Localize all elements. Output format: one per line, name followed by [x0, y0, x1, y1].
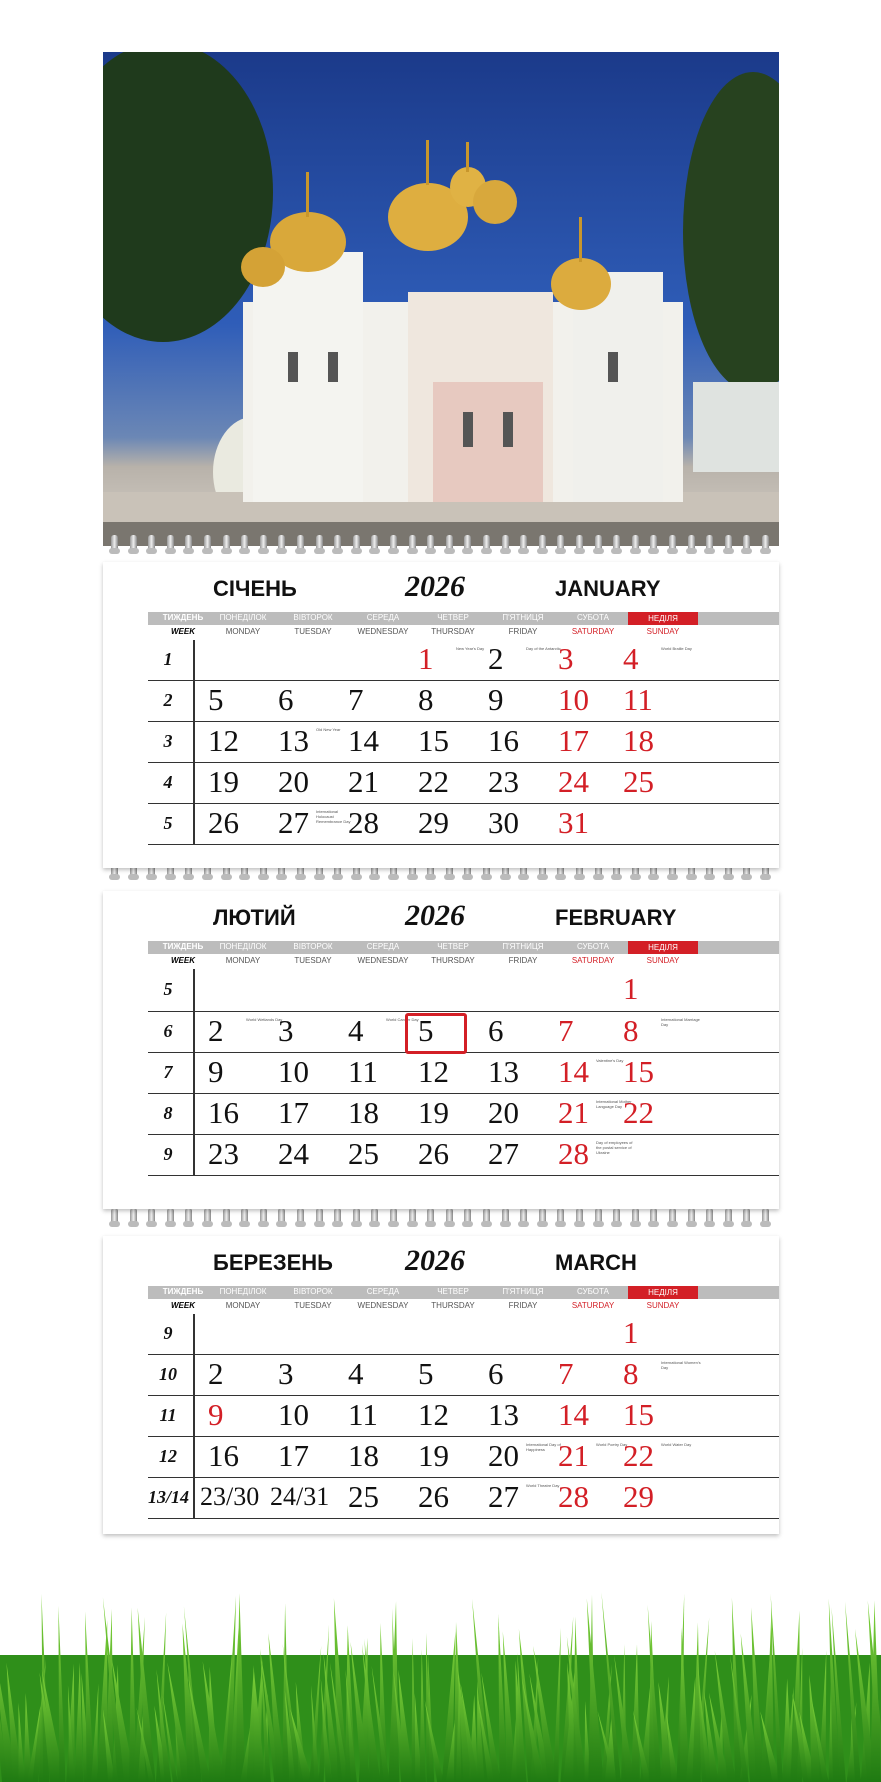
week-number: 12: [159, 1445, 177, 1466]
weekday-header-uk: [148, 1286, 779, 1299]
day-number[interactable]: 7: [558, 1355, 574, 1391]
day-number[interactable]: 6: [278, 681, 294, 717]
day-number[interactable]: 29: [623, 1478, 654, 1514]
weekday-label-en: WEDNESDAY: [357, 956, 409, 965]
spiral-ring: [464, 1208, 471, 1226]
spiral-ring: [316, 1208, 323, 1226]
week-row: [148, 680, 779, 722]
day-number[interactable]: 21: [348, 763, 379, 799]
day-note: Valentine's Day: [596, 1058, 624, 1063]
week-row: [148, 1093, 779, 1135]
weekday-label-en: THURSDAY: [431, 627, 475, 636]
spiral-ring: [390, 1208, 397, 1226]
weekday-label-uk: ТИЖДЕНЬ: [162, 942, 204, 951]
spiral-ring: [185, 1208, 192, 1226]
spiral-ring: [464, 535, 471, 553]
spiral-ring: [130, 1208, 137, 1226]
spiral-ring: [167, 535, 174, 553]
spiral-ring: [595, 1208, 602, 1226]
day-number[interactable]: 13: [488, 1053, 519, 1089]
day-number[interactable]: 26: [418, 1478, 449, 1514]
day-number[interactable]: 19: [418, 1094, 449, 1130]
day-number[interactable]: 6: [488, 1355, 504, 1391]
spiral-ring: [632, 1208, 639, 1226]
day-note: World Theatre Day: [526, 1483, 560, 1488]
day-note: New Year's Day: [456, 646, 485, 651]
weekday-label-uk: ЧЕТВЕР: [437, 1287, 469, 1296]
spiral-ring: [557, 1208, 564, 1226]
weekday-label-en: FRIDAY: [508, 956, 538, 965]
weekday-label-en: MONDAY: [225, 627, 261, 636]
month-panel: [103, 891, 779, 1209]
weekday-label-uk: СЕРЕДА: [366, 942, 400, 951]
weekday-label-uk: НЕДІЛЯ: [628, 612, 698, 625]
spiral-ring: [334, 1208, 341, 1226]
day-note: International Holocaust Remembrance Day: [316, 809, 351, 824]
weekday-header-en: [148, 625, 779, 639]
spiral-ring: [204, 1208, 211, 1226]
day-number[interactable]: 31: [558, 804, 589, 840]
day-number[interactable]: 20: [488, 1094, 519, 1130]
week-row: [148, 803, 779, 845]
month-name-uk: СІЧЕНЬ: [213, 576, 297, 601]
spiral-ring: [297, 535, 304, 553]
spiral-ring: [223, 1208, 230, 1226]
spiral-ring: [260, 535, 267, 553]
week-number: 1: [163, 649, 173, 669]
day-number[interactable]: 25: [348, 1135, 379, 1171]
weekday-label-uk: ПОНЕДІЛОК: [219, 613, 267, 622]
week-number: 5: [163, 979, 173, 999]
spiral-ring: [539, 1208, 546, 1226]
day-note: Day of the Antarctic: [526, 646, 561, 651]
spiral-ring: [446, 1208, 453, 1226]
grass-decoration: [0, 1535, 881, 1782]
day-number[interactable]: 15: [623, 1053, 654, 1089]
week-row: [148, 721, 779, 763]
day-number[interactable]: 3: [558, 641, 574, 676]
week-row: [148, 762, 779, 804]
weekday-label-en: TUESDAY: [294, 956, 332, 965]
day-number[interactable]: 4: [623, 641, 639, 676]
day-number[interactable]: 2: [208, 1012, 224, 1048]
day-number[interactable]: 28: [558, 1478, 589, 1514]
day-number[interactable]: 22: [623, 1437, 654, 1473]
day-number[interactable]: 27: [278, 804, 309, 840]
weekday-label-en: WEEK: [171, 956, 195, 965]
day-number[interactable]: 3: [278, 1012, 294, 1048]
weekday-label-en: WEDNESDAY: [357, 627, 409, 636]
spiral-ring: [613, 535, 620, 553]
week-number: 5: [163, 812, 173, 833]
day-note: World Wetlands Day: [246, 1017, 283, 1022]
day-number[interactable]: 11: [623, 681, 653, 717]
week-number: 13/14: [148, 1486, 190, 1507]
day-number[interactable]: 8: [623, 1355, 639, 1391]
spiral-ring: [148, 1208, 155, 1226]
weekday-label-en: WEEK: [171, 627, 195, 636]
month-name-uk: ЛЮТИЙ: [213, 905, 296, 930]
day-number[interactable]: 20: [488, 1437, 519, 1473]
year: 2026: [405, 1244, 465, 1277]
weekday-label-uk: НЕДІЛЯ: [628, 1286, 698, 1299]
month-name-en: JANUARY: [555, 576, 661, 601]
day-number[interactable]: 28: [348, 804, 379, 840]
spiral-ring: [576, 535, 583, 553]
weekday-label-uk: СЕРЕДА: [366, 1287, 400, 1296]
day-number[interactable]: 4: [348, 1012, 364, 1048]
day-number[interactable]: 29: [418, 804, 449, 840]
weekday-label-uk: ПОНЕДІЛОК: [219, 1287, 267, 1296]
weekday-label-en: SATURDAY: [571, 627, 615, 636]
spiral-ring: [762, 535, 769, 553]
weekday-label-en: SATURDAY: [571, 1301, 615, 1310]
spiral-ring: [260, 1208, 267, 1226]
current-day-highlight: [405, 1013, 467, 1054]
day-number[interactable]: 10: [278, 1053, 309, 1089]
week-row: [148, 969, 779, 1012]
day-number[interactable]: 14: [558, 1396, 589, 1432]
weekday-label-uk: СЕРЕДА: [366, 613, 400, 622]
spiral-ring: [148, 535, 155, 553]
month-name-en: MARCH: [555, 1250, 637, 1275]
spiral-ring: [371, 535, 378, 553]
week-number: 3: [163, 730, 173, 751]
day-number[interactable]: 1: [623, 971, 639, 1006]
day-number[interactable]: 22: [623, 1094, 654, 1130]
month-panel: [103, 562, 779, 868]
weekday-label-uk: П'ЯТНИЦЯ: [502, 942, 544, 951]
day-number[interactable]: 10: [278, 1396, 309, 1432]
spiral-ring: [353, 1208, 360, 1226]
day-number[interactable]: 18: [623, 722, 654, 758]
day-number[interactable]: 12: [418, 1053, 449, 1089]
day-number[interactable]: 25: [623, 763, 654, 799]
day-note: World Poetry Day: [596, 1442, 628, 1447]
day-number[interactable]: 13: [278, 722, 309, 758]
day-note: International Day of Happiness: [526, 1442, 561, 1452]
spiral-ring: [706, 1208, 713, 1226]
day-number[interactable]: 2: [208, 1355, 224, 1391]
weekday-label-uk: СУБОТА: [577, 613, 609, 622]
day-number[interactable]: 26: [418, 1135, 449, 1171]
weekday-header-en: [148, 1299, 779, 1313]
week-number: 9: [163, 1323, 173, 1343]
day-number[interactable]: 21: [558, 1437, 589, 1473]
weekday-label-uk: ТИЖДЕНЬ: [162, 613, 204, 622]
day-note: World Braille Day: [661, 646, 692, 651]
spiral-ring: [557, 535, 564, 553]
day-number[interactable]: 11: [348, 1053, 378, 1089]
weekday-label-uk: ЧЕТВЕР: [437, 613, 469, 622]
weekday-label-uk: ТИЖДЕНЬ: [162, 1287, 204, 1296]
day-number[interactable]: 16: [208, 1094, 239, 1130]
day-number[interactable]: 14: [558, 1053, 589, 1089]
week-number: 9: [163, 1143, 173, 1164]
day-number[interactable]: 6: [488, 1012, 504, 1048]
day-number[interactable]: 17: [278, 1094, 309, 1130]
month-header: [103, 562, 779, 612]
spiral-ring: [502, 1208, 509, 1226]
day-number[interactable]: 2: [488, 641, 504, 676]
week-number: 11: [159, 1404, 177, 1425]
weekday-label-en: WEEK: [171, 1301, 195, 1310]
weekday-label-uk: СУБОТА: [577, 942, 609, 951]
day-note: International Women's Day: [661, 1360, 701, 1370]
day-number[interactable]: 7: [558, 1012, 574, 1048]
week-number: 4: [163, 771, 173, 792]
spiral-ring: [650, 1208, 657, 1226]
day-number[interactable]: 24: [558, 763, 589, 799]
day-number[interactable]: 27: [488, 1135, 519, 1171]
weekday-label-en: MONDAY: [225, 956, 261, 965]
day-number[interactable]: 13: [488, 1396, 519, 1432]
spiral-ring: [204, 535, 211, 553]
day-number[interactable]: 25: [348, 1478, 379, 1514]
day-note: World Water Day: [661, 1442, 692, 1447]
spiral-ring: [223, 535, 230, 553]
week-number: 10: [159, 1363, 177, 1384]
weekday-label-uk: ЧЕТВЕР: [437, 942, 469, 951]
week-number: 7: [163, 1061, 173, 1082]
weekday-label-en: FRIDAY: [508, 1301, 538, 1310]
week-row: [148, 1134, 779, 1176]
weekday-label-en: THURSDAY: [431, 1301, 475, 1310]
cathedral-photo: [103, 52, 779, 546]
day-number[interactable]: 24/31: [270, 1481, 330, 1511]
week-row: [148, 1314, 779, 1355]
month-panel: [103, 1236, 779, 1534]
spiral-ring: [278, 535, 285, 553]
spiral-ring: [743, 1208, 750, 1226]
month-header: [103, 891, 779, 941]
day-number[interactable]: 10: [558, 681, 589, 717]
day-number[interactable]: 28: [558, 1135, 589, 1171]
weekday-label-uk: НЕДІЛЯ: [628, 941, 698, 954]
spiral-ring: [520, 1208, 527, 1226]
spiral-ring: [688, 1208, 695, 1226]
spiral-ring: [130, 535, 137, 553]
spiral-ring: [409, 1208, 416, 1226]
day-number[interactable]: 14: [348, 722, 379, 758]
spiral-ring: [185, 535, 192, 553]
spiral-ring: [297, 1208, 304, 1226]
month-header: [103, 1236, 779, 1286]
day-number[interactable]: 26: [208, 804, 239, 840]
day-number[interactable]: 23: [488, 763, 519, 799]
weekday-label-uk: П'ЯТНИЦЯ: [502, 613, 544, 622]
day-note: World Cancer Day: [386, 1017, 419, 1022]
week-row: [148, 1395, 779, 1437]
weekday-label-en: SUNDAY: [646, 627, 680, 636]
binding-spiral: [103, 532, 779, 558]
month-name-uk: БЕРЕЗЕНЬ: [213, 1250, 333, 1275]
weekday-header-uk: [148, 612, 779, 625]
spiral-ring: [316, 535, 323, 553]
spiral-ring: [632, 535, 639, 553]
day-number[interactable]: 30: [488, 804, 519, 840]
day-number[interactable]: 27: [488, 1478, 519, 1514]
week-number: 6: [163, 1020, 173, 1041]
spiral-ring: [613, 1208, 620, 1226]
spiral-ring: [669, 535, 676, 553]
spiral-ring: [278, 1208, 285, 1226]
day-number[interactable]: 9: [208, 1396, 224, 1432]
weekday-label-uk: П'ЯТНИЦЯ: [502, 1287, 544, 1296]
weekday-label-en: SUNDAY: [646, 1301, 680, 1310]
spiral-ring: [706, 535, 713, 553]
day-number[interactable]: 17: [278, 1437, 309, 1473]
spiral-ring: [427, 1208, 434, 1226]
day-number[interactable]: 21: [558, 1094, 589, 1130]
spiral-ring: [427, 535, 434, 553]
spiral-ring: [743, 535, 750, 553]
day-number[interactable]: 23: [208, 1135, 239, 1171]
spiral-ring: [167, 1208, 174, 1226]
day-number[interactable]: 5: [418, 1012, 434, 1048]
spiral-ring: [409, 535, 416, 553]
day-number[interactable]: 15: [418, 722, 449, 758]
week-row: [148, 1052, 779, 1094]
weekday-label-uk: ПОНЕДІЛОК: [219, 942, 267, 951]
spiral-ring: [483, 535, 490, 553]
weekday-label-en: TUESDAY: [294, 1301, 332, 1310]
spiral-ring: [241, 1208, 248, 1226]
weekday-label-en: TUESDAY: [294, 627, 332, 636]
day-number[interactable]: 1: [418, 641, 434, 676]
day-number[interactable]: 5: [208, 681, 224, 717]
day-number[interactable]: 16: [488, 722, 519, 758]
day-number[interactable]: 18: [348, 1437, 379, 1473]
spiral-ring: [669, 1208, 676, 1226]
year: 2026: [405, 570, 465, 603]
spiral-ring: [446, 535, 453, 553]
day-number[interactable]: 12: [208, 722, 239, 758]
weekday-label-en: SUNDAY: [646, 956, 680, 965]
day-number[interactable]: 8: [623, 1012, 639, 1048]
spiral-ring: [111, 535, 118, 553]
day-number[interactable]: 5: [418, 1355, 434, 1391]
spiral-ring: [390, 535, 397, 553]
day-number[interactable]: 19: [418, 1437, 449, 1473]
weekday-label-uk: ВІВТОРОК: [293, 613, 333, 622]
spiral-ring: [688, 535, 695, 553]
spiral-ring: [334, 535, 341, 553]
day-note: International Marriage Day: [661, 1017, 700, 1027]
weekday-label-uk: ВІВТОРОК: [293, 942, 333, 951]
day-number[interactable]: 17: [558, 722, 589, 758]
spiral-ring: [595, 535, 602, 553]
weekday-header-en: [148, 954, 779, 968]
spiral-ring: [111, 1208, 118, 1226]
weekday-label-en: FRIDAY: [508, 627, 538, 636]
weekday-label-uk: СУБОТА: [577, 1287, 609, 1296]
spiral-ring: [576, 1208, 583, 1226]
day-number[interactable]: 12: [418, 1396, 449, 1432]
spiral-ring: [353, 535, 360, 553]
spiral-ring: [241, 535, 248, 553]
month-name-en: FEBRUARY: [555, 905, 677, 930]
day-number[interactable]: 3: [278, 1355, 294, 1391]
day-number[interactable]: 7: [348, 681, 364, 717]
spiral-ring: [650, 535, 657, 553]
day-number[interactable]: 1: [623, 1315, 639, 1350]
spiral-ring: [483, 1208, 490, 1226]
day-number[interactable]: 18: [348, 1094, 379, 1130]
day-number[interactable]: 4: [348, 1355, 364, 1391]
day-number[interactable]: 11: [348, 1396, 378, 1432]
week-number: 2: [163, 689, 173, 710]
day-number[interactable]: 9: [488, 681, 504, 717]
day-note: Old New Year: [316, 727, 341, 732]
day-number[interactable]: 8: [418, 681, 434, 717]
weekday-header-uk: [148, 941, 779, 954]
spiral-ring: [520, 535, 527, 553]
spiral-ring: [725, 535, 732, 553]
spiral-ring: [502, 535, 509, 553]
day-number[interactable]: 20: [278, 763, 309, 799]
week-number: 8: [163, 1102, 173, 1123]
day-number[interactable]: 24: [278, 1135, 309, 1171]
year: 2026: [405, 899, 465, 932]
day-number[interactable]: 23/30: [200, 1481, 260, 1511]
weekday-label-uk: ВІВТОРОК: [293, 1287, 333, 1296]
weekday-label-en: WEDNESDAY: [357, 1301, 409, 1310]
day-number[interactable]: 19: [208, 763, 239, 799]
spiral-ring: [762, 1208, 769, 1226]
spiral-ring: [539, 535, 546, 553]
spiral-ring: [371, 1208, 378, 1226]
day-note: Day of employees of the postal service of Ukraine: [596, 1140, 633, 1155]
weekday-label-en: SATURDAY: [571, 956, 615, 965]
day-number[interactable]: 22: [418, 763, 449, 799]
weekday-label-en: MONDAY: [225, 1301, 261, 1310]
spiral-ring: [725, 1208, 732, 1226]
weekday-label-en: THURSDAY: [431, 956, 475, 965]
day-number[interactable]: 15: [623, 1396, 654, 1432]
day-note: International Mother Language Day: [596, 1099, 632, 1109]
day-number[interactable]: 16: [208, 1437, 239, 1473]
day-number[interactable]: 9: [208, 1053, 224, 1089]
